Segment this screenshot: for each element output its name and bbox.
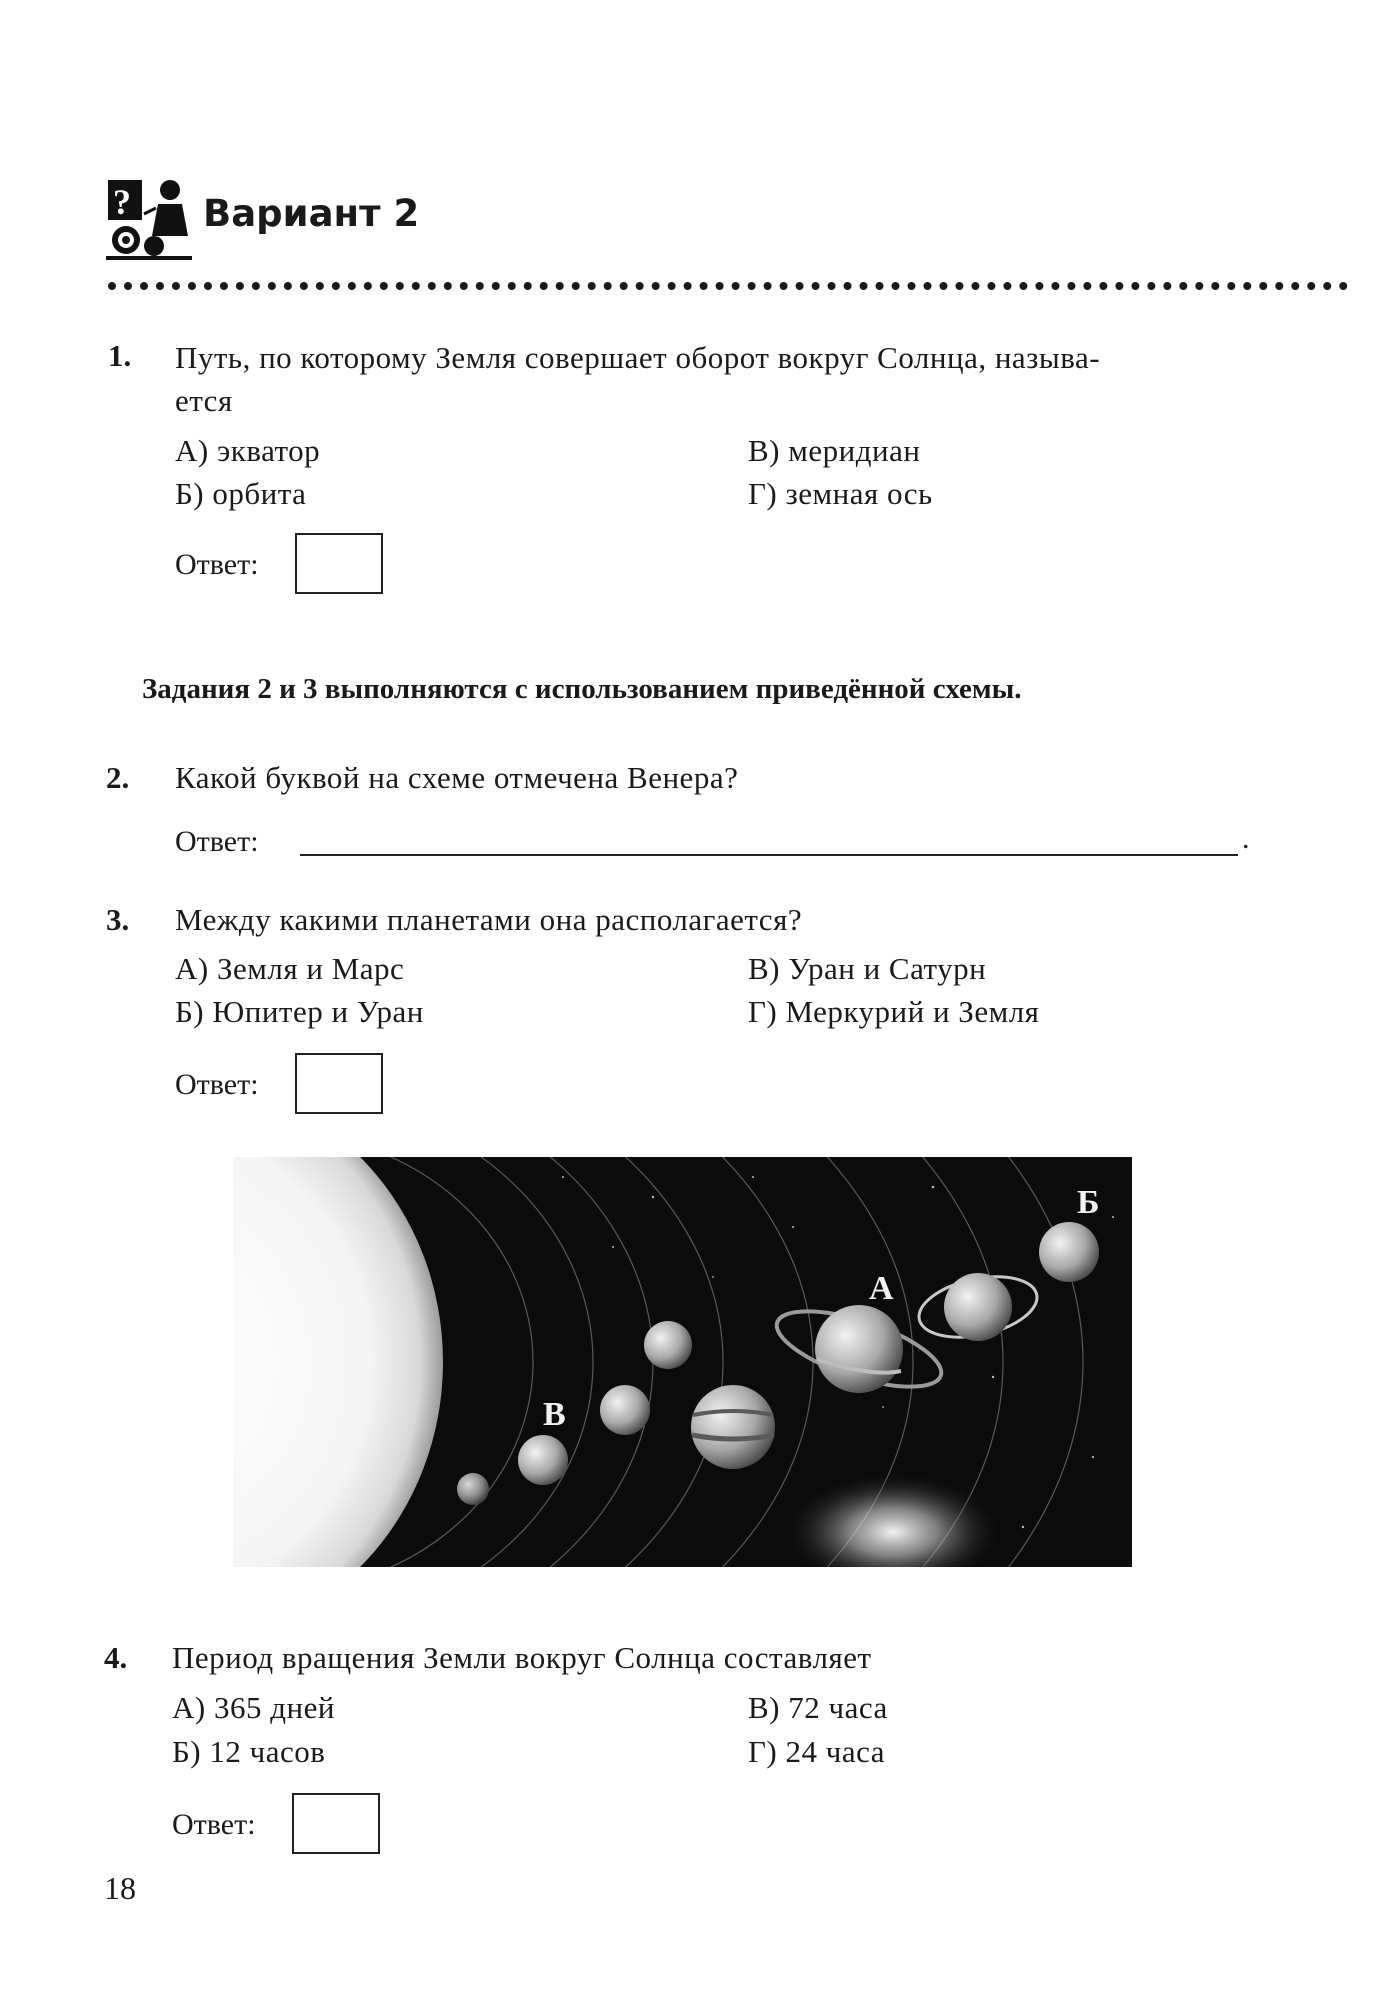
option-text: меридиан xyxy=(788,433,921,468)
question-number: 3. xyxy=(106,902,130,937)
planet-earth xyxy=(600,1385,650,1435)
solar-system-figure xyxy=(233,1157,1132,1567)
option-letter: Г) xyxy=(748,476,778,511)
option-text: земная ось xyxy=(785,476,933,511)
option-letter: В) xyxy=(748,1690,780,1725)
question-text: Период вращения Земли вокруг Солнца составляет xyxy=(172,1640,872,1675)
option-letter: Г) xyxy=(748,994,778,1029)
answer-line-end: . xyxy=(1242,822,1250,855)
option-letter: Б) xyxy=(175,994,205,1029)
answer-box[interactable] xyxy=(292,1793,380,1854)
planet-v xyxy=(518,1435,568,1485)
option-letter: А) xyxy=(172,1690,206,1725)
option-v[interactable] xyxy=(748,1690,888,1726)
planet-b xyxy=(1039,1222,1099,1282)
option-b[interactable] xyxy=(172,1734,325,1770)
page-title: Вариант 2 xyxy=(203,192,420,235)
option-g[interactable] xyxy=(748,994,1039,1030)
svg-text:?: ? xyxy=(113,182,131,222)
option-b[interactable] xyxy=(175,476,306,512)
option-text: Юпитер и Уран xyxy=(212,994,424,1029)
option-text: 24 часа xyxy=(785,1734,885,1769)
answer-box[interactable] xyxy=(295,533,383,594)
answer-label: Ответ: xyxy=(175,1068,259,1101)
page-number: 18 xyxy=(104,1870,136,1906)
planet-mars xyxy=(644,1321,692,1369)
option-a[interactable] xyxy=(172,1690,335,1726)
option-letter: Г) xyxy=(748,1734,778,1769)
instruction-text: Задания 2 и 3 выполняются с использованием приведённой схемы. xyxy=(142,673,1022,705)
option-letter: Б) xyxy=(172,1734,202,1769)
answer-box[interactable] xyxy=(295,1053,383,1114)
option-text: 72 часа xyxy=(788,1690,888,1725)
option-g[interactable] xyxy=(748,1734,885,1770)
option-a[interactable] xyxy=(175,951,404,987)
option-a[interactable] xyxy=(175,433,320,469)
question-text: Между какими планетами она располагается? xyxy=(175,902,803,937)
quiz-icon xyxy=(106,176,192,260)
option-text: Земля и Марс xyxy=(216,951,405,986)
answer-label: Ответ: xyxy=(175,825,259,858)
option-letter: В) xyxy=(748,951,780,986)
option-letter: А) xyxy=(175,433,209,468)
planet-mercury xyxy=(457,1473,489,1505)
dotted-divider xyxy=(108,282,1348,290)
option-text: Меркурий и Земля xyxy=(785,994,1040,1029)
option-g[interactable] xyxy=(748,476,933,512)
option-text: 12 часов xyxy=(209,1734,326,1769)
figure-label-a: А xyxy=(869,1270,894,1307)
option-b[interactable] xyxy=(175,994,424,1030)
option-v[interactable] xyxy=(748,433,920,469)
option-text: Уран и Сатурн xyxy=(788,951,987,986)
option-letter: В) xyxy=(748,433,780,468)
figure-label-v: В xyxy=(543,1396,566,1433)
question-text-line: Путь, по которому Земля совершает оборот вокруг Солнца, называ- xyxy=(175,340,1101,375)
option-text: экватор xyxy=(216,433,321,468)
answer-label: Ответ: xyxy=(175,548,259,581)
question-text xyxy=(175,336,1295,422)
question-text: Какой буквой на схеме отмечена Венера? xyxy=(175,760,739,795)
question-text-line: ется xyxy=(175,383,233,418)
question-number: 1. xyxy=(108,338,132,373)
figure-label-b: Б xyxy=(1077,1184,1100,1221)
option-letter: Б) xyxy=(175,476,205,511)
option-letter: А) xyxy=(175,951,209,986)
option-text: 365 дней xyxy=(213,1690,335,1725)
option-v[interactable] xyxy=(748,951,986,987)
option-text: орбита xyxy=(212,476,307,511)
answer-line[interactable] xyxy=(300,818,1238,856)
question-number: 4. xyxy=(104,1640,128,1675)
answer-label: Ответ: xyxy=(172,1808,256,1841)
planet-jupiter xyxy=(691,1385,775,1469)
question-number: 2. xyxy=(106,760,130,795)
